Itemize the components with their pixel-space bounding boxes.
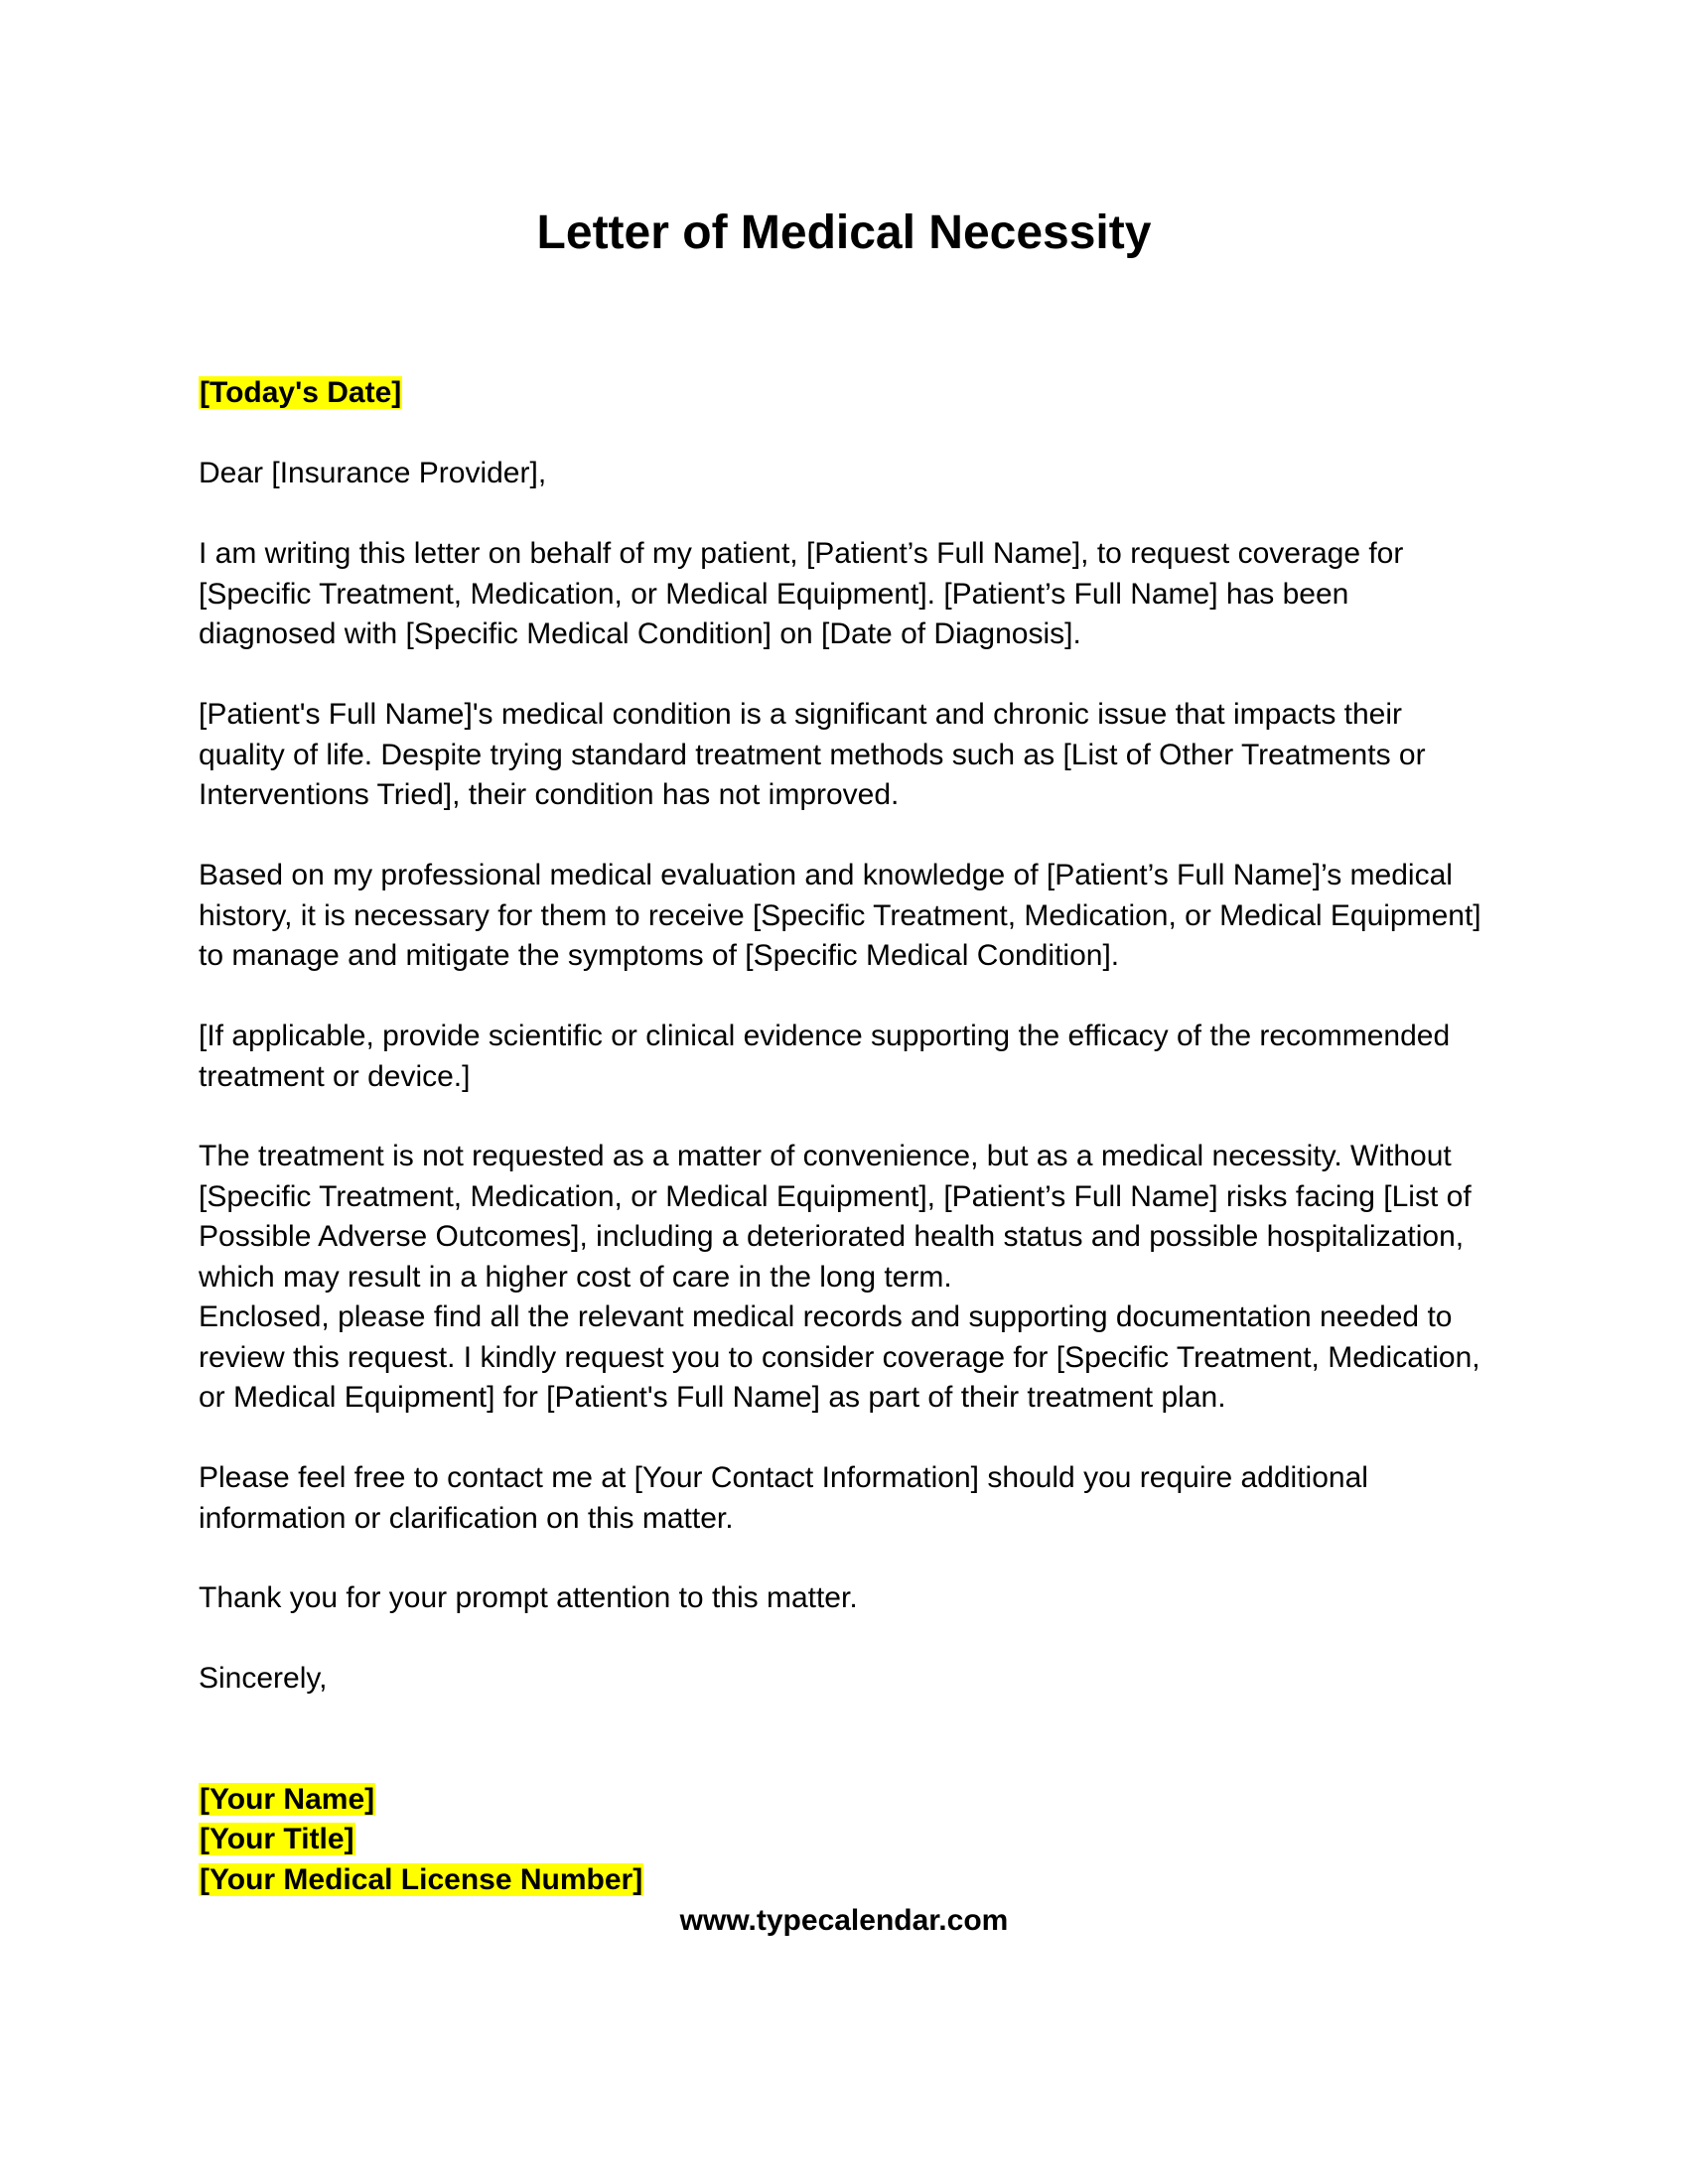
closing: Sincerely, [199,1662,328,1695]
signature-title: [Your Title] [200,1823,354,1855]
signature-license-line [199,1860,1489,1901]
page-title: Letter of Medical Necessity [536,206,1152,259]
salutation: Dear [Insurance Provider], [199,457,547,489]
footer-url: www.typecalendar.com [679,1904,1009,1937]
paragraph-enclosed: Enclosed, please find all the relevant medical records and supporting documentation needed to review this request. I kindly request you to consider coverage for [Specific Treatment, Medication, or Medical Equipment] for [Patient's Full Name] as part of their treatment plan. [199,1300,1480,1414]
date-line [199,373,1489,414]
signature-title-line [199,1820,1489,1860]
paragraph-necessity: The treatment is not requested as a matter of convenience, but as a medical necessity. Without [Specific Treatment, Medication, or Medical Equipment], [Patient’s Full Name] risks facing [List of Possible Adverse Outcomes], including a deteriorated health status and possible hospitalization, which may result in a higher cost of care in the long term. [199,1140,1472,1294]
paragraph-condition: [Patient's Full Name]'s medical condition is a significant and chronic issue that impacts their quality of life. Despite trying standard treatment methods such as [List of Other Treatments or Interventions Tried], their condition has not improved. [199,698,1426,811]
paragraph-contact: Please feel free to contact me at [Your Contact Information] should you require additional information or clarification on this matter. [199,1461,1368,1535]
signature-license: [Your Medical License Number] [200,1863,643,1896]
signature-name: [Your Name] [200,1783,375,1816]
signature-name-line [199,1780,1489,1821]
paragraph-request: I am writing this letter on behalf of my patient, [Patient’s Full Name], to request coverage for [Specific Treatment, Medication, or Medical Equipment]. [Patient’s Full Name] has been diagnosed with [Specific Medical Condition] on [Date of Diagnosis]. [199,537,1404,650]
paragraph-thanks: Thank you for your prompt attention to this matter. [199,1581,858,1614]
paragraph-evidence: [If applicable, provide scientific or clinical evidence supporting the efficacy of the recommended treatment or device.] [199,1020,1451,1093]
date-placeholder: [Today's Date] [200,376,402,409]
paragraph-evaluation: Based on my professional medical evaluation and knowledge of [Patient’s Full Name]’s medical history, it is necessary for them to receive [Specific Treatment, Medication, or Medical Equipment] to manage and mitigate the symptoms of [Specific Medical Condition]. [199,859,1481,972]
